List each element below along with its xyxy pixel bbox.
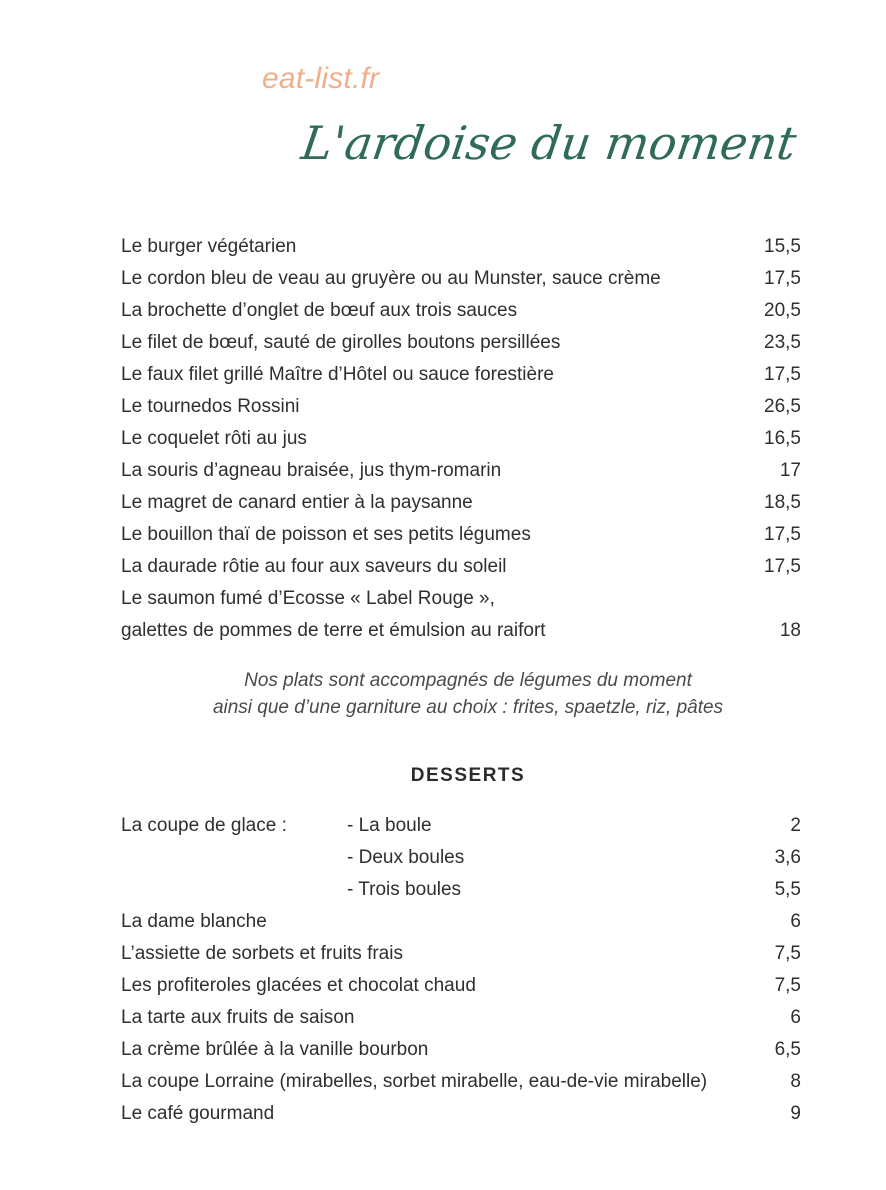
dish-price: 15,5: [764, 236, 801, 257]
dish-name: La coupe de glace :: [121, 815, 287, 836]
dish-name: Le café gourmand: [121, 1103, 275, 1124]
dish-name: Le magret de canard entier à la paysanne: [121, 492, 473, 513]
dish-price: 18: [779, 620, 801, 641]
desserts-row: [121, 906, 801, 938]
mains-row: [121, 583, 801, 615]
dish-name: La crème brûlée à la vanille bourbon: [121, 1039, 429, 1060]
dish-price: 6: [790, 911, 801, 932]
mains-row: [121, 455, 801, 487]
dish-name: La brochette d’onglet de bœuf aux trois sauces: [121, 300, 518, 321]
dish-option: - La boule: [347, 815, 432, 836]
dish-option: - Deux boules: [347, 847, 465, 868]
garnish-note: [0, 667, 886, 721]
mains-row: [121, 263, 801, 295]
desserts-heading: DESSERTS: [410, 765, 526, 786]
dish-price: 5,5: [774, 879, 801, 900]
dish-price: 6: [790, 1007, 801, 1028]
menu-title: L'ardoise du moment: [298, 116, 800, 170]
mains-row: [121, 615, 801, 647]
dish-price: 17,5: [764, 556, 801, 577]
dish-price: 6,5: [774, 1039, 801, 1060]
desserts-row: [121, 842, 801, 874]
mains-row: [121, 359, 801, 391]
dish-name: Le cordon bleu de veau au gruyère ou au Munster, sauce crème: [121, 268, 661, 289]
desserts-list: [121, 810, 801, 1130]
dish-price: 17,5: [764, 524, 801, 545]
mains-row: [121, 327, 801, 359]
desserts-row: [121, 1002, 801, 1034]
dish-price: 26,5: [764, 396, 801, 417]
mains-row: [121, 551, 801, 583]
desserts-row: [121, 938, 801, 970]
dish-name: Le burger végétarien: [121, 236, 297, 257]
dish-name: Le filet de bœuf, sauté de girolles boutons persillées: [121, 332, 561, 353]
dish-price: 2: [790, 815, 801, 836]
dish-name: Le bouillon thaï de poisson et ses petits légumes: [121, 524, 531, 545]
mains-row: [121, 231, 801, 263]
dish-price: 17,5: [764, 268, 801, 289]
desserts-row: [121, 810, 801, 842]
desserts-row: [121, 1098, 801, 1130]
dish-price: 16,5: [764, 428, 801, 449]
dish-option: - Trois boules: [347, 879, 462, 900]
dish-name: Le faux filet grillé Maître d’Hôtel ou sauce forestière: [121, 364, 554, 385]
mains-row: [121, 295, 801, 327]
dish-price: 17,5: [764, 364, 801, 385]
desserts-row: [121, 1034, 801, 1066]
desserts-row: [121, 1066, 801, 1098]
dish-price: 23,5: [764, 332, 801, 353]
mains-list: [121, 231, 801, 647]
dish-name: Le tournedos Rossini: [121, 396, 300, 417]
watermark-logo-text: eat-list.fr: [262, 62, 380, 95]
dish-price: 20,5: [764, 300, 801, 321]
garnish-note-line-2: ainsi que d’une garniture au choix : frites, spaetzle, riz, pâtes: [212, 697, 724, 718]
dish-price: 3,6: [774, 847, 801, 868]
dish-name: galettes de pommes de terre et émulsion au raifort: [121, 620, 546, 641]
dish-price: 8: [790, 1071, 801, 1092]
desserts-row: [121, 970, 801, 1002]
dish-price: 7,5: [774, 943, 801, 964]
dish-name: La souris d’agneau braisée, jus thym-romarin: [121, 460, 502, 481]
dish-price: 18,5: [764, 492, 801, 513]
dish-name: Le coquelet rôti au jus: [121, 428, 307, 449]
dish-name: La tarte aux fruits de saison: [121, 1007, 355, 1028]
dish-name: La coupe Lorraine (mirabelles, sorbet mirabelle, eau-de-vie mirabelle): [121, 1071, 708, 1092]
garnish-note-line-1: Nos plats sont accompagnés de légumes du moment: [244, 670, 692, 691]
mains-row: [121, 487, 801, 519]
dish-name: Les profiteroles glacées et chocolat chaud: [121, 975, 476, 996]
mains-row: [121, 391, 801, 423]
dish-name: La daurade rôtie au four aux saveurs du soleil: [121, 556, 507, 577]
dish-name: L’assiette de sorbets et fruits frais: [121, 943, 403, 964]
dish-price: 9: [790, 1103, 801, 1124]
mains-row: [121, 519, 801, 551]
dish-name: La dame blanche: [121, 911, 267, 932]
desserts-row: [121, 874, 801, 906]
dish-price: 17: [779, 460, 801, 481]
dish-name: Le saumon fumé d’Ecosse « Label Rouge »,: [121, 588, 495, 609]
dish-price: 7,5: [774, 975, 801, 996]
mains-row: [121, 423, 801, 455]
